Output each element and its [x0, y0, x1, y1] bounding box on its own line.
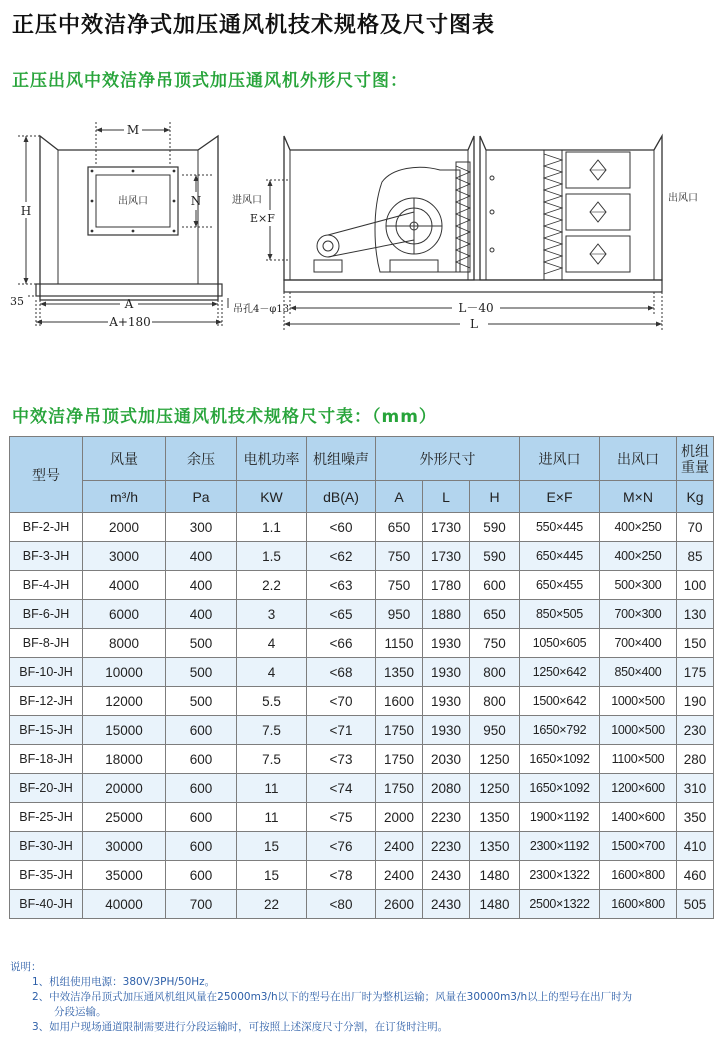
table-row: [10, 687, 714, 716]
cell-l: 2230: [423, 832, 470, 861]
table-row: [10, 542, 714, 571]
cell-weight: 100: [677, 571, 714, 600]
label-front-outlet: 出风口: [118, 196, 148, 207]
dimension-drawing: [0, 100, 720, 340]
cell-outlet: 700×300: [600, 600, 677, 629]
cell-pressure: 600: [166, 716, 237, 745]
cell-h: 1480: [470, 861, 520, 890]
cell-l: 1930: [423, 629, 470, 658]
cell-a: 2400: [376, 832, 423, 861]
cell-pressure: 600: [166, 745, 237, 774]
label-35: 35: [10, 295, 24, 308]
cell-noise: <78: [307, 861, 376, 890]
cell-h: 750: [470, 629, 520, 658]
cell-model: BF-18-JH: [10, 745, 83, 774]
cell-a: 750: [376, 542, 423, 571]
cell-power: 4: [237, 658, 307, 687]
cell-power: 1.1: [237, 513, 307, 542]
notes: [10, 960, 632, 1035]
cell-h: 950: [470, 716, 520, 745]
cell-weight: 70: [677, 513, 714, 542]
cell-airflow: 35000: [83, 861, 166, 890]
table-row: [10, 629, 714, 658]
cell-a: 2400: [376, 861, 423, 890]
cell-pressure: 500: [166, 629, 237, 658]
table-row: [10, 745, 714, 774]
cell-a: 1750: [376, 745, 423, 774]
cell-outlet: 1100×500: [600, 745, 677, 774]
cell-inlet: 650×445: [520, 542, 600, 571]
label-side-inlet: 进风口: [232, 195, 262, 206]
cell-inlet: 650×455: [520, 571, 600, 600]
cell-model: BF-35-JH: [10, 861, 83, 890]
cell-airflow: 18000: [83, 745, 166, 774]
table-row: [10, 600, 714, 629]
label-a: A: [124, 297, 134, 311]
cell-power: 7.5: [237, 716, 307, 745]
cell-noise: <76: [307, 832, 376, 861]
label-n: N: [190, 194, 202, 208]
header-weight-line1: 机组: [681, 442, 709, 459]
header-model: 型号: [10, 437, 83, 513]
cell-pressure: 500: [166, 658, 237, 687]
cell-h: 800: [470, 687, 520, 716]
cell-a: 950: [376, 600, 423, 629]
note-2-cont: 分段运输。: [54, 1006, 107, 1018]
header-outlet: 出风口: [600, 437, 677, 481]
cell-airflow: 4000: [83, 571, 166, 600]
cell-l: 1730: [423, 513, 470, 542]
cell-noise: <71: [307, 716, 376, 745]
cell-outlet: 700×400: [600, 629, 677, 658]
cell-inlet: 550×445: [520, 513, 600, 542]
cell-weight: 460: [677, 861, 714, 890]
cell-pressure: 600: [166, 861, 237, 890]
unit-a: A: [376, 481, 423, 513]
cell-l: 2080: [423, 774, 470, 803]
cell-outlet: 1600×800: [600, 890, 677, 919]
header-dims: 外形尺寸: [376, 437, 520, 481]
cell-power: 2.2: [237, 571, 307, 600]
cell-l: 1930: [423, 658, 470, 687]
cell-noise: <65: [307, 600, 376, 629]
cell-weight: 130: [677, 600, 714, 629]
table-row: [10, 513, 714, 542]
header-airflow: 风量: [83, 437, 166, 481]
cell-model: BF-8-JH: [10, 629, 83, 658]
cell-outlet: 500×300: [600, 571, 677, 600]
cell-a: 750: [376, 571, 423, 600]
notes-heading: 说明：: [10, 961, 42, 973]
table-row: [10, 774, 714, 803]
label-m: M: [126, 123, 140, 137]
cell-weight: 150: [677, 629, 714, 658]
label-a180: A+180: [109, 315, 151, 329]
cell-power: 11: [237, 803, 307, 832]
cell-airflow: 10000: [83, 658, 166, 687]
cell-noise: <68: [307, 658, 376, 687]
cell-airflow: 20000: [83, 774, 166, 803]
cell-inlet: 2300×1322: [520, 861, 600, 890]
spec-table-body: [10, 513, 714, 919]
label-exf: E×F: [250, 212, 275, 225]
cell-l: 1930: [423, 687, 470, 716]
cell-model: BF-20-JH: [10, 774, 83, 803]
cell-weight: 310: [677, 774, 714, 803]
cell-h: 1480: [470, 890, 520, 919]
cell-h: 590: [470, 513, 520, 542]
cell-model: BF-6-JH: [10, 600, 83, 629]
note-1: 1、机组使用电源：380V/3PH/50Hz。: [32, 976, 216, 988]
table-section-title: 中效洁净吊顶式加压通风机技术规格尺寸表：（mm）: [12, 407, 437, 427]
cell-airflow: 6000: [83, 600, 166, 629]
cell-a: 1350: [376, 658, 423, 687]
cell-noise: <60: [307, 513, 376, 542]
table-row: [10, 832, 714, 861]
cell-noise: <74: [307, 774, 376, 803]
unit-airflow: m³/h: [83, 481, 166, 513]
cell-power: 5.5: [237, 687, 307, 716]
cell-inlet: 850×505: [520, 600, 600, 629]
cell-l: 2430: [423, 861, 470, 890]
label-h: H: [20, 204, 32, 218]
cell-outlet: 1600×800: [600, 861, 677, 890]
cell-pressure: 600: [166, 803, 237, 832]
cell-inlet: 1650×792: [520, 716, 600, 745]
unit-l: L: [423, 481, 470, 513]
cell-h: 1350: [470, 832, 520, 861]
table-row: [10, 861, 714, 890]
unit-h: H: [470, 481, 520, 513]
cell-l: 1930: [423, 716, 470, 745]
label-l40: L－40: [458, 301, 494, 315]
cell-noise: <66: [307, 629, 376, 658]
cell-pressure: 400: [166, 571, 237, 600]
cell-airflow: 2000: [83, 513, 166, 542]
cell-power: 4: [237, 629, 307, 658]
cell-inlet: 1500×642: [520, 687, 600, 716]
cell-outlet: 400×250: [600, 513, 677, 542]
cell-pressure: 500: [166, 687, 237, 716]
cell-l: 2030: [423, 745, 470, 774]
cell-power: 7.5: [237, 745, 307, 774]
cell-model: BF-3-JH: [10, 542, 83, 571]
cell-model: BF-15-JH: [10, 716, 83, 745]
cell-pressure: 600: [166, 832, 237, 861]
cell-outlet: 1000×500: [600, 716, 677, 745]
cell-weight: 505: [677, 890, 714, 919]
cell-pressure: 600: [166, 774, 237, 803]
cell-noise: <70: [307, 687, 376, 716]
cell-h: 1250: [470, 745, 520, 774]
cell-airflow: 15000: [83, 716, 166, 745]
cell-outlet: 850×400: [600, 658, 677, 687]
cell-a: 1750: [376, 774, 423, 803]
cell-noise: <63: [307, 571, 376, 600]
cell-inlet: 2300×1192: [520, 832, 600, 861]
cell-airflow: 40000: [83, 890, 166, 919]
cell-outlet: 1000×500: [600, 687, 677, 716]
cell-noise: <73: [307, 745, 376, 774]
cell-model: BF-2-JH: [10, 513, 83, 542]
cell-a: 650: [376, 513, 423, 542]
label-hanger: 吊孔4－φ13: [233, 304, 290, 315]
cell-noise: <62: [307, 542, 376, 571]
cell-power: 15: [237, 861, 307, 890]
cell-a: 2600: [376, 890, 423, 919]
cell-airflow: 30000: [83, 832, 166, 861]
header-pressure: 余压: [166, 437, 237, 481]
cell-power: 15: [237, 832, 307, 861]
header-weight-line2: 重量: [681, 458, 709, 475]
cell-h: 800: [470, 658, 520, 687]
cell-power: 22: [237, 890, 307, 919]
cell-outlet: 1500×700: [600, 832, 677, 861]
cell-h: 650: [470, 600, 520, 629]
label-side-outlet: 出风口: [668, 193, 698, 204]
cell-model: BF-10-JH: [10, 658, 83, 687]
cell-weight: 175: [677, 658, 714, 687]
cell-l: 1730: [423, 542, 470, 571]
cell-weight: 410: [677, 832, 714, 861]
cell-inlet: 2500×1322: [520, 890, 600, 919]
cell-airflow: 12000: [83, 687, 166, 716]
table-row: [10, 658, 714, 687]
cell-pressure: 400: [166, 542, 237, 571]
label-l: L: [470, 317, 478, 331]
cell-airflow: 8000: [83, 629, 166, 658]
cell-model: BF-4-JH: [10, 571, 83, 600]
cell-airflow: 3000: [83, 542, 166, 571]
cell-weight: 190: [677, 687, 714, 716]
cell-a: 1600: [376, 687, 423, 716]
unit-noise: dB(A): [307, 481, 376, 513]
page-title: 正压中效洁净式加压通风机技术规格及尺寸图表: [12, 13, 496, 38]
unit-outlet: M×N: [600, 481, 677, 513]
note-2: 2、中效洁净吊顶式加压通风机组风量在25000m3/h以下的型号在出厂时为整机运输；风量在30000m3/h以上的型号在出厂时为: [32, 991, 633, 1003]
cell-pressure: 400: [166, 600, 237, 629]
cell-inlet: 1650×1092: [520, 745, 600, 774]
cell-outlet: 1200×600: [600, 774, 677, 803]
cell-model: BF-12-JH: [10, 687, 83, 716]
cell-model: BF-25-JH: [10, 803, 83, 832]
cell-weight: 230: [677, 716, 714, 745]
cell-inlet: 1900×1192: [520, 803, 600, 832]
drawing-section-title: 正压出风中效洁净吊顶式加压通风机外形尺寸图：: [12, 71, 408, 91]
unit-power: KW: [237, 481, 307, 513]
note-3: 3、如用户现场通道限制需要进行分段运输时，可按照上述深度尺寸分割，在订货时注明。: [32, 1021, 449, 1033]
cell-l: 1780: [423, 571, 470, 600]
cell-power: 1.5: [237, 542, 307, 571]
cell-l: 2430: [423, 890, 470, 919]
cell-h: 600: [470, 571, 520, 600]
cell-model: BF-30-JH: [10, 832, 83, 861]
cell-model: BF-40-JH: [10, 890, 83, 919]
cell-noise: <80: [307, 890, 376, 919]
table-row: [10, 571, 714, 600]
cell-a: 1750: [376, 716, 423, 745]
cell-weight: 350: [677, 803, 714, 832]
cell-inlet: 1650×1092: [520, 774, 600, 803]
cell-a: 1150: [376, 629, 423, 658]
unit-pressure: Pa: [166, 481, 237, 513]
header-power: 电机功率: [237, 437, 307, 481]
cell-power: 11: [237, 774, 307, 803]
cell-h: 1350: [470, 803, 520, 832]
cell-h: 1250: [470, 774, 520, 803]
table-row: [10, 890, 714, 919]
cell-noise: <75: [307, 803, 376, 832]
cell-l: 1880: [423, 600, 470, 629]
cell-weight: 280: [677, 745, 714, 774]
cell-h: 590: [470, 542, 520, 571]
table-row: [10, 716, 714, 745]
cell-l: 2230: [423, 803, 470, 832]
cell-weight: 85: [677, 542, 714, 571]
cell-a: 2000: [376, 803, 423, 832]
header-noise: 机组噪声: [307, 437, 376, 481]
header-inlet: 进风口: [520, 437, 600, 481]
table-row: [10, 803, 714, 832]
cell-inlet: 1250×642: [520, 658, 600, 687]
spec-table: [9, 436, 714, 919]
unit-weight: Kg: [677, 481, 714, 513]
cell-power: 3: [237, 600, 307, 629]
cell-pressure: 700: [166, 890, 237, 919]
cell-pressure: 300: [166, 513, 237, 542]
cell-airflow: 25000: [83, 803, 166, 832]
cell-inlet: 1050×605: [520, 629, 600, 658]
cell-outlet: 400×250: [600, 542, 677, 571]
unit-inlet: E×F: [520, 481, 600, 513]
header-weight: [677, 437, 714, 481]
cell-outlet: 1400×600: [600, 803, 677, 832]
